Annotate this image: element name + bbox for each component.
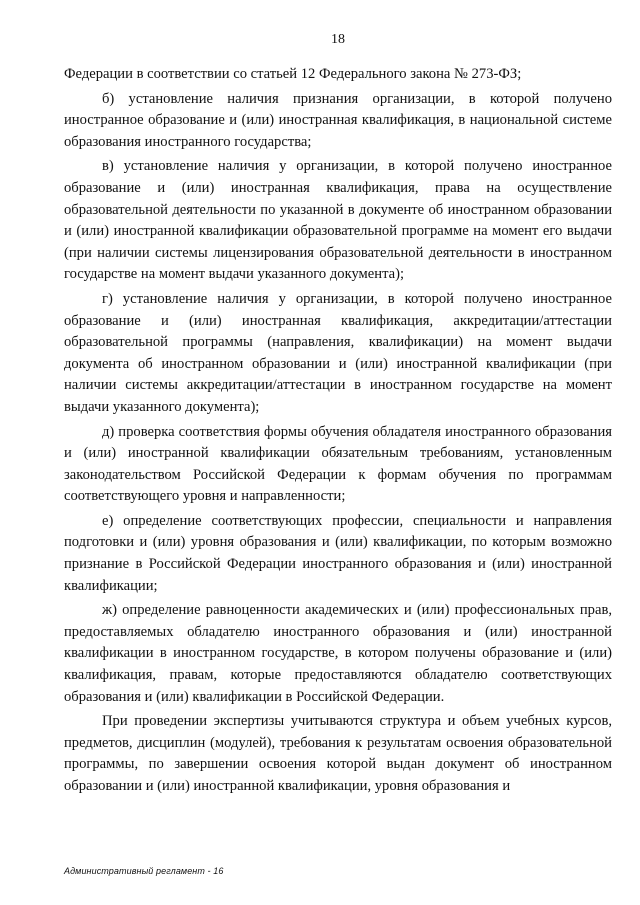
document-body <box>64 64 612 801</box>
page-footer: Административный регламент - 16 <box>64 866 224 876</box>
paragraph-item-g: г) установление наличия у организации, в которой получено иностранное образование и (или) иностранная квалификация, аккредитации/аттестации образовательной программы (направления, квалификации) на момент выдачи документа об иностранном образовании и (или) иностранной квалификации (при наличии системы аккредитации/аттестации в иностранном государстве на момент выдачи указанного документа); <box>64 290 612 415</box>
paragraph-item-zh: ж) определение равноценности академических и (или) профессиональных прав, предоставляемых обладателю иностранного образования и (или) иностранной квалификации в иностранном государстве, в котором получены образование и (или) квалификация, правам, которые предоставляются обладателю соответствующих образования и (или) квалификации в Российской Федерации. <box>64 602 612 705</box>
paragraph-expertise: При проведении экспертизы учитываются структура и объем учебных курсов, предметов, дисциплин (модулей), требования к результатам освоения образовательной программы, по завершении освоения которой выдан документ об иностранном образовании и (или) иностранной квалификации, уровня образования и <box>64 713 612 794</box>
paragraph-continuation: Федерации в соответствии со статьей 12 Федерального закона № 273-ФЗ; <box>64 66 522 82</box>
page-number: 18 <box>331 32 345 47</box>
paragraph-item-v: в) установление наличия у организации, в которой получено иностранное образование и (или) иностранная квалификация, права на осуществление образовательной деятельности по указанной в документе об иностранном образовании и (или) иностранной квалификации образовательной программе на момент его выдачи (при наличии системы лицензирования образовательной деятельности в иностранном государстве на момент выдачи указанного документа); <box>64 158 612 283</box>
paragraph-item-d: д) проверка соответствия формы обучения обладателя иностранного образования и (или) иностранной квалификации обязательным требованиям, установленным законодательством Российской Федерации к формам обучения по программам соответствующего уровня и направленности; <box>64 423 612 505</box>
paragraph-item-b: б) установление наличия признания организации, в которой получено иностранное образование и (или) иностранная квалификация, в национальной системе образования иностранного государства; <box>64 90 612 150</box>
paragraph-item-e: е) определение соответствующих профессии, специальности и направления подготовки и (или) уровня образования и (или) квалификации, по которым возможно признание в Российской Федерации иностранного образования и (или) иностранной квалификации; <box>64 512 612 594</box>
